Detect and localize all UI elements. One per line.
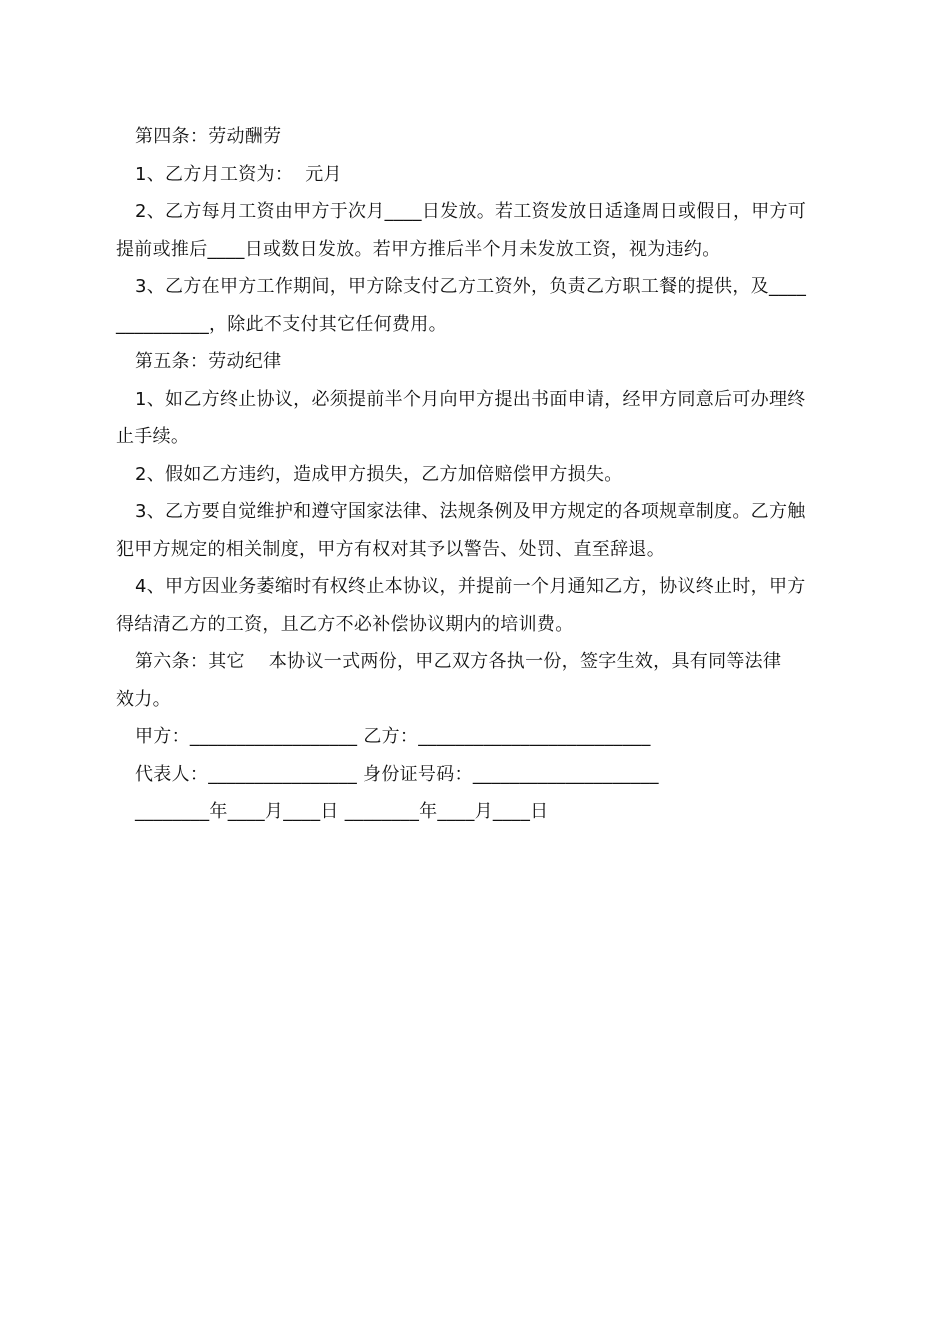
article-5-clause-3-cont: 犯甲方规定的相关制度，甲方有权对其予以警告、处罚、直至辞退。	[116, 538, 665, 560]
document-body	[116, 118, 836, 831]
article-4-clause-3: 3、乙方在甲方工作期间，甲方除支付乙方工资外，负责乙方职工餐的提供，及____	[135, 276, 807, 297]
article-5-clause-4-cont: 得结清乙方的工资，且乙方不必补偿协议期内的培训费。	[116, 613, 574, 635]
article-5-clause-2: 2、假如乙方违约，造成甲方损失，乙方加倍赔偿甲方损失。	[135, 463, 623, 485]
signature-party-line: 甲方：__________________ 乙方：_________________________	[135, 726, 651, 747]
article-5-clause-1-cont: 止手续。	[116, 426, 190, 447]
signature-date-line: ________年____月____日 ________年____月____日	[135, 801, 549, 822]
article-6-text: 第六条：其它 本协议一式两份，甲乙双方各执一份，签字生效，具有同等法律	[135, 651, 782, 672]
signature-representative-line: 代表人：________________ 身份证号码：____________________	[135, 763, 659, 785]
article-6-text-cont: 效力。	[116, 688, 171, 710]
article-5-heading: 第五条：劳动纪律	[135, 351, 282, 372]
article-5-clause-3: 3、乙方要自觉维护和遵守国家法律、法规条例及甲方规定的各项规章制度。乙方触	[135, 501, 806, 522]
article-4-heading: 第四条：劳动酬劳	[135, 126, 282, 147]
article-4-clause-2: 2、乙方每月工资由甲方于次月____日发放。若工资发放日适逢周日或假日，甲方可	[135, 201, 807, 222]
article-4-clause-2-cont: 提前或推后____日或数日发放。若甲方推后半个月未发放工资，视为违约。	[116, 238, 721, 260]
article-4-clause-3-cont: __________，除此不支付其它任何费用。	[116, 313, 447, 335]
article-4-clause-1: 1、乙方月工资为： 元月	[135, 163, 342, 185]
article-5-clause-4: 4、甲方因业务萎缩时有权终止本协议，并提前一个月通知乙方，协议终止时，甲方	[135, 576, 806, 597]
article-5-clause-1: 1、如乙方终止协议，必须提前半个月向甲方提出书面申请，经甲方同意后可办理终	[135, 388, 806, 410]
